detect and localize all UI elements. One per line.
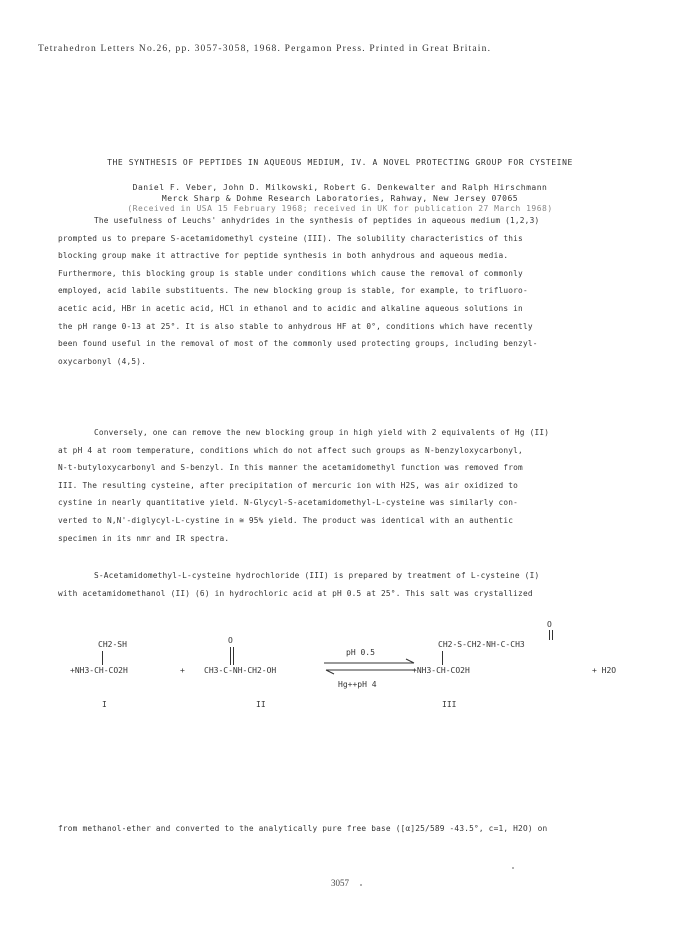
text-line: verted to N,N'-diglycyl-L-cystine in ≅ 95% yield. The product was identical with an authentic [58,515,514,525]
bond-line [442,651,443,665]
arrow-condition-forward: pH 0.5 [346,648,375,657]
compound-3-carbonyl-o: O [547,620,552,629]
compound-1-label: I [102,700,107,709]
text-line: S-Acetamidomethyl-L-cysteine hydrochloride (III) is prepared by treatment of L-cysteine (I) [94,571,540,580]
compound-3-side-chain: CH2-S-CH2-NH-C-CH3 [438,640,525,649]
text-line: acetic acid, HBr in acetic acid, HCl in ethanol and to acidic and alkaline aqueous solutions in [58,303,523,313]
water-product: + H2O [592,666,617,675]
double-bond-line [233,647,234,665]
compound-3-label: III [442,700,457,709]
reaction-scheme [58,618,628,768]
text-line: from methanol-ether and converted to the analytically pure free base ([α]25/589 -43.5°, c=1, H2O) on [58,824,548,833]
journal-header: Tetrahedron Letters No.26, pp. 3057-3058, 1968. Pergamon Press. Printed in Great Britain. [38,44,492,54]
scan-speck [512,867,514,869]
article-affiliation: Merck Sharp & Dohme Research Laboratories, Rahway, New Jersey 07065 [161,194,519,203]
text-line: specimen in its nmr and IR spectra. [58,533,230,543]
text-line: Furthermore, this blocking group is stable under conditions which cause the removal of commonly [58,268,523,278]
double-bond-line [552,630,553,640]
text-line: the pH range 0-13 at 25°. It is also stable to anhydrous HF at 0°, conditions which have recently [58,321,533,331]
text-line: cystine in nearly quantitative yield. N-Glycyl-S-acetamidomethyl-L-cysteine was similarly con- [58,498,519,508]
compound-1-side-chain: CH2-SH [98,640,127,649]
page-number: 3057 [331,878,349,888]
text-line: been found useful in the removal of most of the commonly used protecting groups, including benzyl- [58,339,538,349]
paragraph-3 [58,567,628,602]
text-line: oxycarbonyl (4,5). [58,356,147,366]
text-line: The usefulness of Leuchs' anhydrides in the synthesis of peptides in aqueous medium (1,2,3) [94,216,540,225]
text-line: prompted us to prepare S-acetamidomethyl cysteine (III). The solubility characteristics of this [58,233,523,243]
compound-1-backbone: +NH3-CH-CO2H [70,666,128,675]
arrow-condition-reverse: Hg++pH 4 [338,680,377,689]
article-authors: Daniel F. Veber, John D. Milkowski, Robert G. Denkewalter and Ralph Hirschmann [132,183,548,192]
double-bond-line [549,630,550,640]
text-line: III. The resulting cysteine, after precipitation of mercuric ion with H2S, was air oxidized to [58,480,519,490]
double-bond-line [230,647,231,665]
text-line: employed, acid labile substituents. The new blocking group is stable, for example, to trifluoro- [58,286,528,296]
text-line: blocking group make it attractive for peptide synthesis in both anhydrous and aqueous media. [58,251,509,261]
compound-3-backbone: +NH3-CH-CO2H [412,666,470,675]
paragraph-2 [58,424,628,547]
plus-sign: + [180,666,185,675]
compound-2-carbonyl-o: O [228,636,233,645]
paragraph-4 [58,820,628,838]
article-title: THE SYNTHESIS OF PEPTIDES IN AQUEOUS MEDIUM, IV. A NOVEL PROTECTING GROUP FOR CYSTEINE [107,158,573,167]
scan-speck [360,884,362,886]
text-line: Conversely, one can remove the new blocking group in high yield with 2 equivalents of Hg (II) [94,428,550,437]
received-date: (Received in USA 15 February 1968; received in UK for publication 27 March 1968) [127,204,553,213]
equilibrium-arrow-icon [322,656,418,678]
text-line: with acetamidomethanol (II) (6) in hydrochloric acid at pH 0.5 at 25°. This salt was crystallized [58,588,533,598]
text-line: N-t-butyloxycarbonyl and S-benzyl. In this manner the acetamidomethyl function was removed from [58,463,523,473]
paragraph-1 [58,212,628,370]
text-line: at pH 4 at room temperature, conditions which do not affect such groups as N-benzyloxycarbonyl, [58,445,523,455]
compound-2-label: II [256,700,266,709]
compound-2-formula: CH3-C-NH-CH2-OH [204,666,277,675]
bond-line [102,651,103,665]
